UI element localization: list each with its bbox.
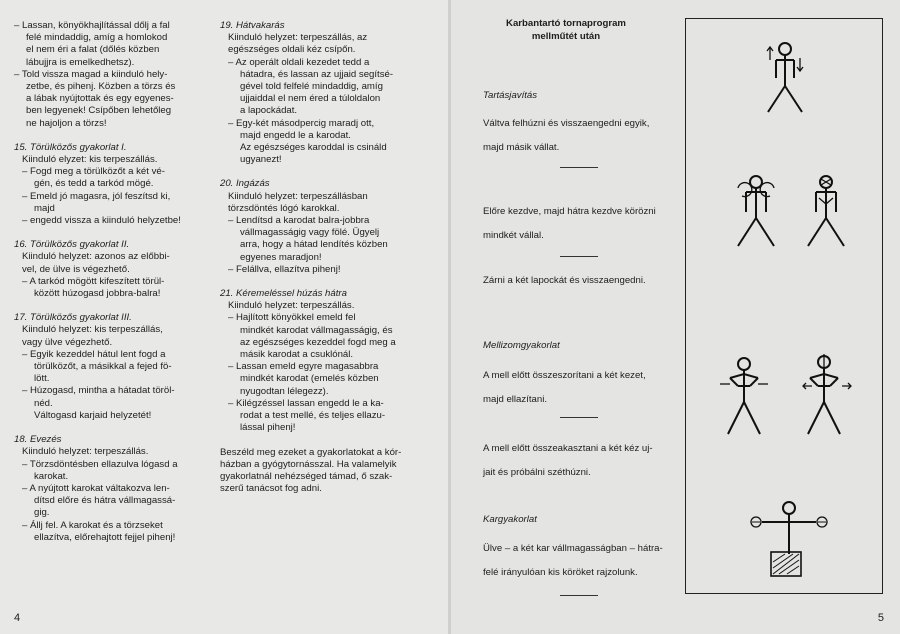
exercise-title: 15. Törülközős gyakorlat I. <box>14 141 127 153</box>
exercise-title: 21. Kéremeléssel húzás hátra <box>220 288 347 300</box>
exercise-line: ellazítva, előrehajtott fejjel pihenj! <box>34 531 176 543</box>
exercise-line: – A tarkód mögött kifeszített törül- <box>22 275 165 287</box>
exercise-line: a lapockádat. <box>240 105 298 117</box>
intro-line: felé mindaddig, amíg a homlokod <box>26 32 168 44</box>
exercise-line: vel, de ülve is végezhető. <box>22 263 130 275</box>
exercise-line: mindkét karodat vállmagasságig, és <box>240 324 393 336</box>
exercise-line: Az egészséges karoddal is csináld <box>240 142 387 154</box>
exercise-line: törülközőt, a másikkal a fejed fö- <box>34 361 172 373</box>
exercise-line: között húzogasd jobbra-balra! <box>34 288 161 300</box>
separator <box>560 256 598 257</box>
exercise-line: ugyanezt! <box>240 154 282 166</box>
exercise-line: – Állj fel. A karokat és a törzseket <box>22 519 163 531</box>
closing-line: Beszéld meg ezeket a gyakorlatokat a kór- <box>220 446 402 458</box>
exercise-line: – Egy-két másodpercig maradj ott, <box>228 117 375 129</box>
exercise-line: – Egyik kezeddel hátul lent fogd a <box>22 348 166 360</box>
exercise-line: – Hajlított könyökkel emeld fel <box>228 312 356 324</box>
paragraph-line: Előre kezdve, majd hátra kezdve körözni <box>483 206 656 217</box>
exercise-line: hátadra, és lassan az ujjaid segítsé- <box>240 68 394 80</box>
closing-line: gyakorlatnál nehézséged támad, ő szak- <box>220 470 393 482</box>
section-title: Tartásjavítás <box>483 90 538 101</box>
paragraph-line: Ülve – a két kar vállmagasságban – hátra- <box>483 543 663 554</box>
exercise-line: dítsd előre és hátra vállmagassá- <box>34 495 176 507</box>
section-paragraph <box>483 364 683 412</box>
separator <box>560 595 598 596</box>
closing-line: szerű tanácsot fog adni. <box>220 483 322 495</box>
exercise-line: gével told felfelé mindaddig, amíg <box>240 81 383 93</box>
page-number-right: 5 <box>877 612 884 624</box>
exercise-line: vagy ülve végezhető. <box>22 336 113 348</box>
page-title-line: mellműtét után <box>531 30 601 42</box>
exercise-line: – Felállva, ellazítva pihenj! <box>228 263 341 275</box>
section-paragraph <box>483 437 683 485</box>
intro-line: – Lassan, könyökhajlítással dőlj a fal <box>14 20 170 31</box>
separator <box>560 167 598 168</box>
exercise-line: majd engedd le a karodat. <box>240 129 351 141</box>
exercise-line: törzsdöntés lógó karokkal. <box>228 202 340 214</box>
exercise-line: – Húzogasd, mintha a hátadat töröl- <box>22 385 175 397</box>
intro-line: a lábak nyújtottak és egy egyenes- <box>26 93 174 105</box>
exercise-line: – Emeld jó magasra, jól feszítsd ki, <box>22 190 171 202</box>
exercise-line: – Lendítsd a karodat balra-jobbra <box>228 215 370 227</box>
exercise-line: egyenes maradjon! <box>240 251 322 263</box>
exercise-line: Kiinduló helyzet: terpeszállás, az <box>228 32 368 44</box>
exercise-18 <box>14 434 210 544</box>
intro-line: zetbe, és pihenj. Közben a törzs és <box>26 81 176 93</box>
exercise-line: gig. <box>34 507 50 519</box>
exercise-line: – A nyújtott karokat váltakozva len- <box>22 482 170 494</box>
paragraph-line: majd másik vállat. <box>483 142 560 153</box>
exercise-line: karokat. <box>34 470 69 482</box>
exercise-line: az egészséges kezeddel fogd meg a <box>240 336 396 348</box>
exercise-line: Kiinduló elyzet: kis terpeszállás. <box>22 154 158 166</box>
intro-line: ne hajoljon a törzs! <box>26 117 107 129</box>
left-column-2 <box>220 20 444 495</box>
exercise-line: – Törzsdöntésben ellazulva lógasd a <box>22 458 178 470</box>
exercise-title: 18. Evezés <box>14 434 62 446</box>
paragraph-line: Zárni a két lapockát és visszaengedni. <box>483 275 646 286</box>
exercise-line: lással pihenj! <box>240 422 296 434</box>
exercise-line: másik karodat a csuklónál. <box>240 349 354 361</box>
exercise-line: néd. <box>34 397 53 409</box>
exercise-line: rodat a test mellé, és teljes ellazu- <box>240 410 386 422</box>
intro-line: el nem éri a falat (dőlés közben <box>26 44 160 56</box>
exercise-line: Kiinduló helyzet: terpeszállás. <box>22 446 149 458</box>
exercise-title: 19. Hátvakarás <box>220 20 285 31</box>
exercise-title: 16. Törülközős gyakorlat II. <box>14 239 130 251</box>
page-title <box>456 18 676 43</box>
exercise-line: Kiinduló helyzet: terpeszállás. <box>228 300 355 312</box>
exercise-line: ujjaiddal el nem éred a túloldalon <box>240 93 381 105</box>
exercise-line: Kiinduló helyzet: azonos az előbbi- <box>22 251 170 263</box>
intro-block <box>14 20 210 130</box>
exercise-line: Kiinduló helyzet: terpeszállásban <box>228 190 368 202</box>
exercise-16 <box>14 239 210 300</box>
exercise-line: – engedd vissza a kiinduló helyzetbe! <box>22 215 181 227</box>
exercise-line: arra, hogy a hátad lendítés közben <box>240 239 388 251</box>
exercise-line: – Lassan emeld egyre magasabbra <box>228 361 379 373</box>
exercise-line: egészséges oldali kéz csípőn. <box>228 44 356 56</box>
arm-circles-figure <box>744 498 834 580</box>
separator <box>560 417 598 418</box>
page-title-line: Karbantartó tornaprogram <box>506 18 626 29</box>
exercise-20 <box>220 178 444 276</box>
paragraph-line: majd ellazítani. <box>483 394 547 405</box>
page-number-left: 4 <box>14 612 21 624</box>
left-column-1 <box>14 20 210 544</box>
exercise-line: mindkét karodat (emelés közben <box>240 373 379 385</box>
paragraph-line: A mell előtt összeszorítani a két kezet, <box>483 370 646 381</box>
intro-line: ben legyenek! Csípőben lehetőleg <box>26 105 172 117</box>
exercise-line: vállmagasságig vagy fölé. Ügyelj <box>240 227 380 239</box>
exercise-15 <box>14 142 210 227</box>
exercise-21 <box>220 288 444 434</box>
section-paragraph <box>483 200 683 248</box>
closing-paragraph <box>220 447 444 496</box>
exercise-title: 20. Ingázás <box>220 178 270 190</box>
exercise-19 <box>220 20 444 166</box>
chest-exercise-figures <box>716 350 866 440</box>
exercise-line: lött. <box>34 373 50 385</box>
section-paragraph <box>483 537 683 585</box>
paragraph-line: mindkét vállal. <box>483 230 544 241</box>
exercise-line: nyugodtan lélegezz). <box>240 385 329 397</box>
paragraph-line: A mell előtt összeakasztani a két kéz uj- <box>483 443 653 454</box>
book-spine <box>448 0 451 634</box>
exercise-line: Váltogasd karjaid helyzetét! <box>34 409 152 421</box>
exercise-line: – Fogd meg a törülközőt a két vé- <box>22 166 165 178</box>
section-paragraph <box>483 112 683 160</box>
section-paragraph <box>483 275 683 288</box>
exercise-line: – Kilégzéssel lassan engedd le a ka- <box>228 397 384 409</box>
exercise-title: 17. Törülközős gyakorlat III. <box>14 312 132 324</box>
paragraph-line: felé irányulóan kis köröket rajzolunk. <box>483 567 638 578</box>
closing-line: házban a gyógytornásszal. Ha valamelyik <box>220 458 397 470</box>
shoulder-circle-figures <box>726 172 856 252</box>
exercise-line: – Az operált oldali kezedet tedd a <box>228 56 370 68</box>
section-title: Mellizomgyakorlat <box>483 340 560 351</box>
exercise-line: majd <box>34 202 55 214</box>
paragraph-line: jait és próbálni széthúzni. <box>483 467 591 478</box>
paragraph-line: Váltva felhúzni és visszaengedni egyik, <box>483 118 650 129</box>
section-title: Kargyakorlat <box>483 514 537 525</box>
shoulder-shrug-figure <box>750 38 820 118</box>
intro-line: – Told vissza magad a kiinduló hely- <box>14 68 168 80</box>
exercise-line: Kiinduló helyzet: kis terpeszállás, <box>22 324 163 336</box>
intro-line: lábujjra is emelkedhetsz). <box>26 56 135 68</box>
exercise-line: gén, és tedd a tarkód mögé. <box>34 178 154 190</box>
exercise-17 <box>14 312 210 422</box>
